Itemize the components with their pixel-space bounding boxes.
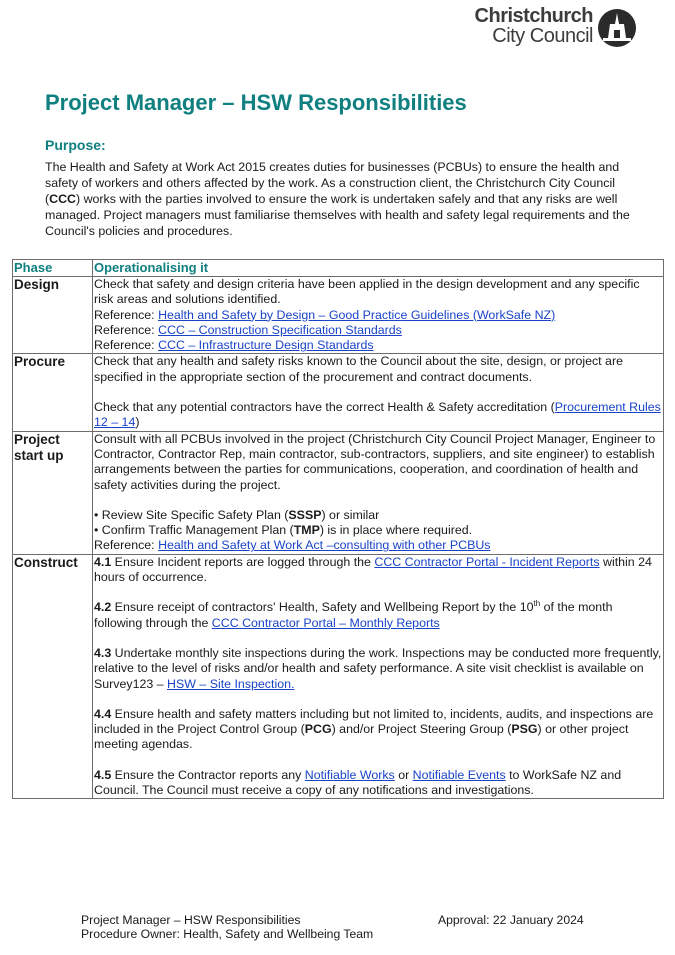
item-4-4: 4.4 Ensure health and safety matters including but not limited to, incidents, audits, and inspections are included in the Project Control Group (PCG) and/or Project Steering Group (PSG) or other project meeting agendas. [94, 706, 654, 752]
phase-project-start-up [13, 431, 93, 554]
procure-cell [93, 354, 664, 431]
purpose-paragraph [45, 159, 645, 239]
logo-line1: Christchurch [474, 5, 593, 27]
link-notifiable-works[interactable]: Notifiable Works [304, 767, 395, 782]
procure-text-1: Check that any health and safety risks known to the Council about the site, design, or project are specified in the appropriate section of the procurement and contract documents. [94, 354, 623, 384]
item-4-1: 4.1 Ensure Incident reports are logged through the CCC Contractor Portal - Incident Reports within 24 hours of occurrence. [94, 554, 652, 585]
footer-doc-title: Project Manager – HSW Responsibilities [81, 913, 301, 927]
item-4-5: 4.5 Ensure the Contractor reports any Notifiable Works or Notifiable Events to WorkSafe NZ and Council. The Council must receive a copy of any notifications and investigations. [94, 767, 622, 798]
logo-line2: City Council [492, 25, 593, 47]
item-4-2: 4.2 Ensure receipt of contractors' Health, Safety and Wellbeing Report by the 10th of the month following through the CCC Contractor Portal – Monthly Reports [94, 599, 613, 630]
phase-design: Design [13, 277, 93, 354]
row-construct [13, 554, 664, 799]
phase-procure: Procure [13, 354, 93, 431]
footer-procedure-owner: Procedure Owner: Health, Safety and Wellbeing Team [81, 927, 374, 941]
row-procure [13, 354, 664, 431]
design-cell [93, 277, 664, 354]
responsibilities-table [12, 259, 664, 799]
footer-left [81, 913, 373, 941]
link-construction-spec[interactable]: CCC – Construction Specification Standards [158, 322, 402, 337]
table-header-row [13, 260, 664, 277]
startup-ref-label: Reference: [94, 538, 159, 553]
header-operationalising: Operationalising it [93, 260, 664, 277]
link-procurement-rules[interactable]: Procurement Rules 12 – 14 [94, 400, 661, 430]
item-4-3: 4.3 Undertake monthly site inspections during the work. Inspections may be conducted more frequently, relative to the level of risks and/or health and safety performance. A site visit checklist is available on Survey123 – HSW – Site Inspection. [94, 645, 662, 691]
design-ref3-label: Reference: [94, 338, 159, 353]
purpose-ccc: CCC [49, 192, 76, 206]
phase-construct: Construct [13, 554, 93, 799]
link-site-inspection[interactable]: HSW – Site Inspection. [167, 676, 295, 691]
link-infrastructure-design[interactable]: CCC – Infrastructure Design Standards [158, 338, 374, 353]
link-notifiable-events[interactable]: Notifiable Events [412, 767, 506, 782]
ccc-logo [457, 6, 637, 52]
link-monthly-reports[interactable]: CCC Contractor Portal – Monthly Reports [211, 615, 440, 630]
row-design [13, 277, 664, 354]
startup-text: Consult with all PCBUs involved in the project (Christchurch City Council Project Manager, Engineer to Contractor, Contractor Rep, main contractor, sub-contractors, suppliers, and site engineer) to establish arrangements between the parties for communications, cooperation, and coordination of health and safety activities during the project. [94, 431, 656, 492]
page-title: Project Manager – HSW Responsibilities [45, 90, 467, 115]
purpose-heading: Purpose: [45, 137, 106, 153]
row-project-start-up [13, 431, 664, 554]
startup-bullet-tmp: • Confirm Traffic Management Plan (TMP) is in place where required. [94, 523, 473, 538]
procure-close: ) [135, 415, 140, 430]
design-ref2-label: Reference: [94, 322, 159, 337]
link-hsw-by-design[interactable]: Health and Safety by Design – Good Practice Guidelines (WorkSafe NZ) [158, 307, 556, 322]
startup-bullet-sssp: • Review Site Specific Safety Plan (SSSP) or similar [94, 507, 380, 522]
phase-startup-line1: Project [14, 431, 60, 447]
link-consulting-pcbus[interactable]: Health and Safety at Work Act –consulting with other PCBUs [158, 538, 491, 553]
footer-approval: Approval: 22 January 2024 [438, 913, 584, 927]
link-incident-reports[interactable]: CCC Contractor Portal - Incident Reports [374, 554, 600, 569]
startup-cell [93, 431, 664, 554]
purpose-text-1: The Health and Safety at Work Act 2015 creates duties for businesses (PCBUs) to ensure the health and safety of workers and others affected by the work. As a construction client, the Christchurch City Council ( [45, 160, 620, 206]
purpose-text-2: ) works with the parties involved to ensure the work is undertaken safely and that any risks are well managed. Project managers must familiarise themselves with health and safety legal requirements and the Council's policies and procedures. [45, 192, 630, 238]
construct-cell [93, 554, 664, 799]
header-phase: Phase [13, 260, 93, 277]
cathedral-emblem-icon [597, 8, 637, 48]
design-text: Check that safety and design criteria have been applied in the design development and any specific risk areas and solutions identified. [94, 277, 640, 307]
phase-startup-line2: start up [14, 447, 64, 463]
design-ref1-label: Reference: [94, 307, 159, 322]
procure-text-2: Check that any potential contractors have the correct Health & Safety accreditation ( [94, 400, 555, 415]
